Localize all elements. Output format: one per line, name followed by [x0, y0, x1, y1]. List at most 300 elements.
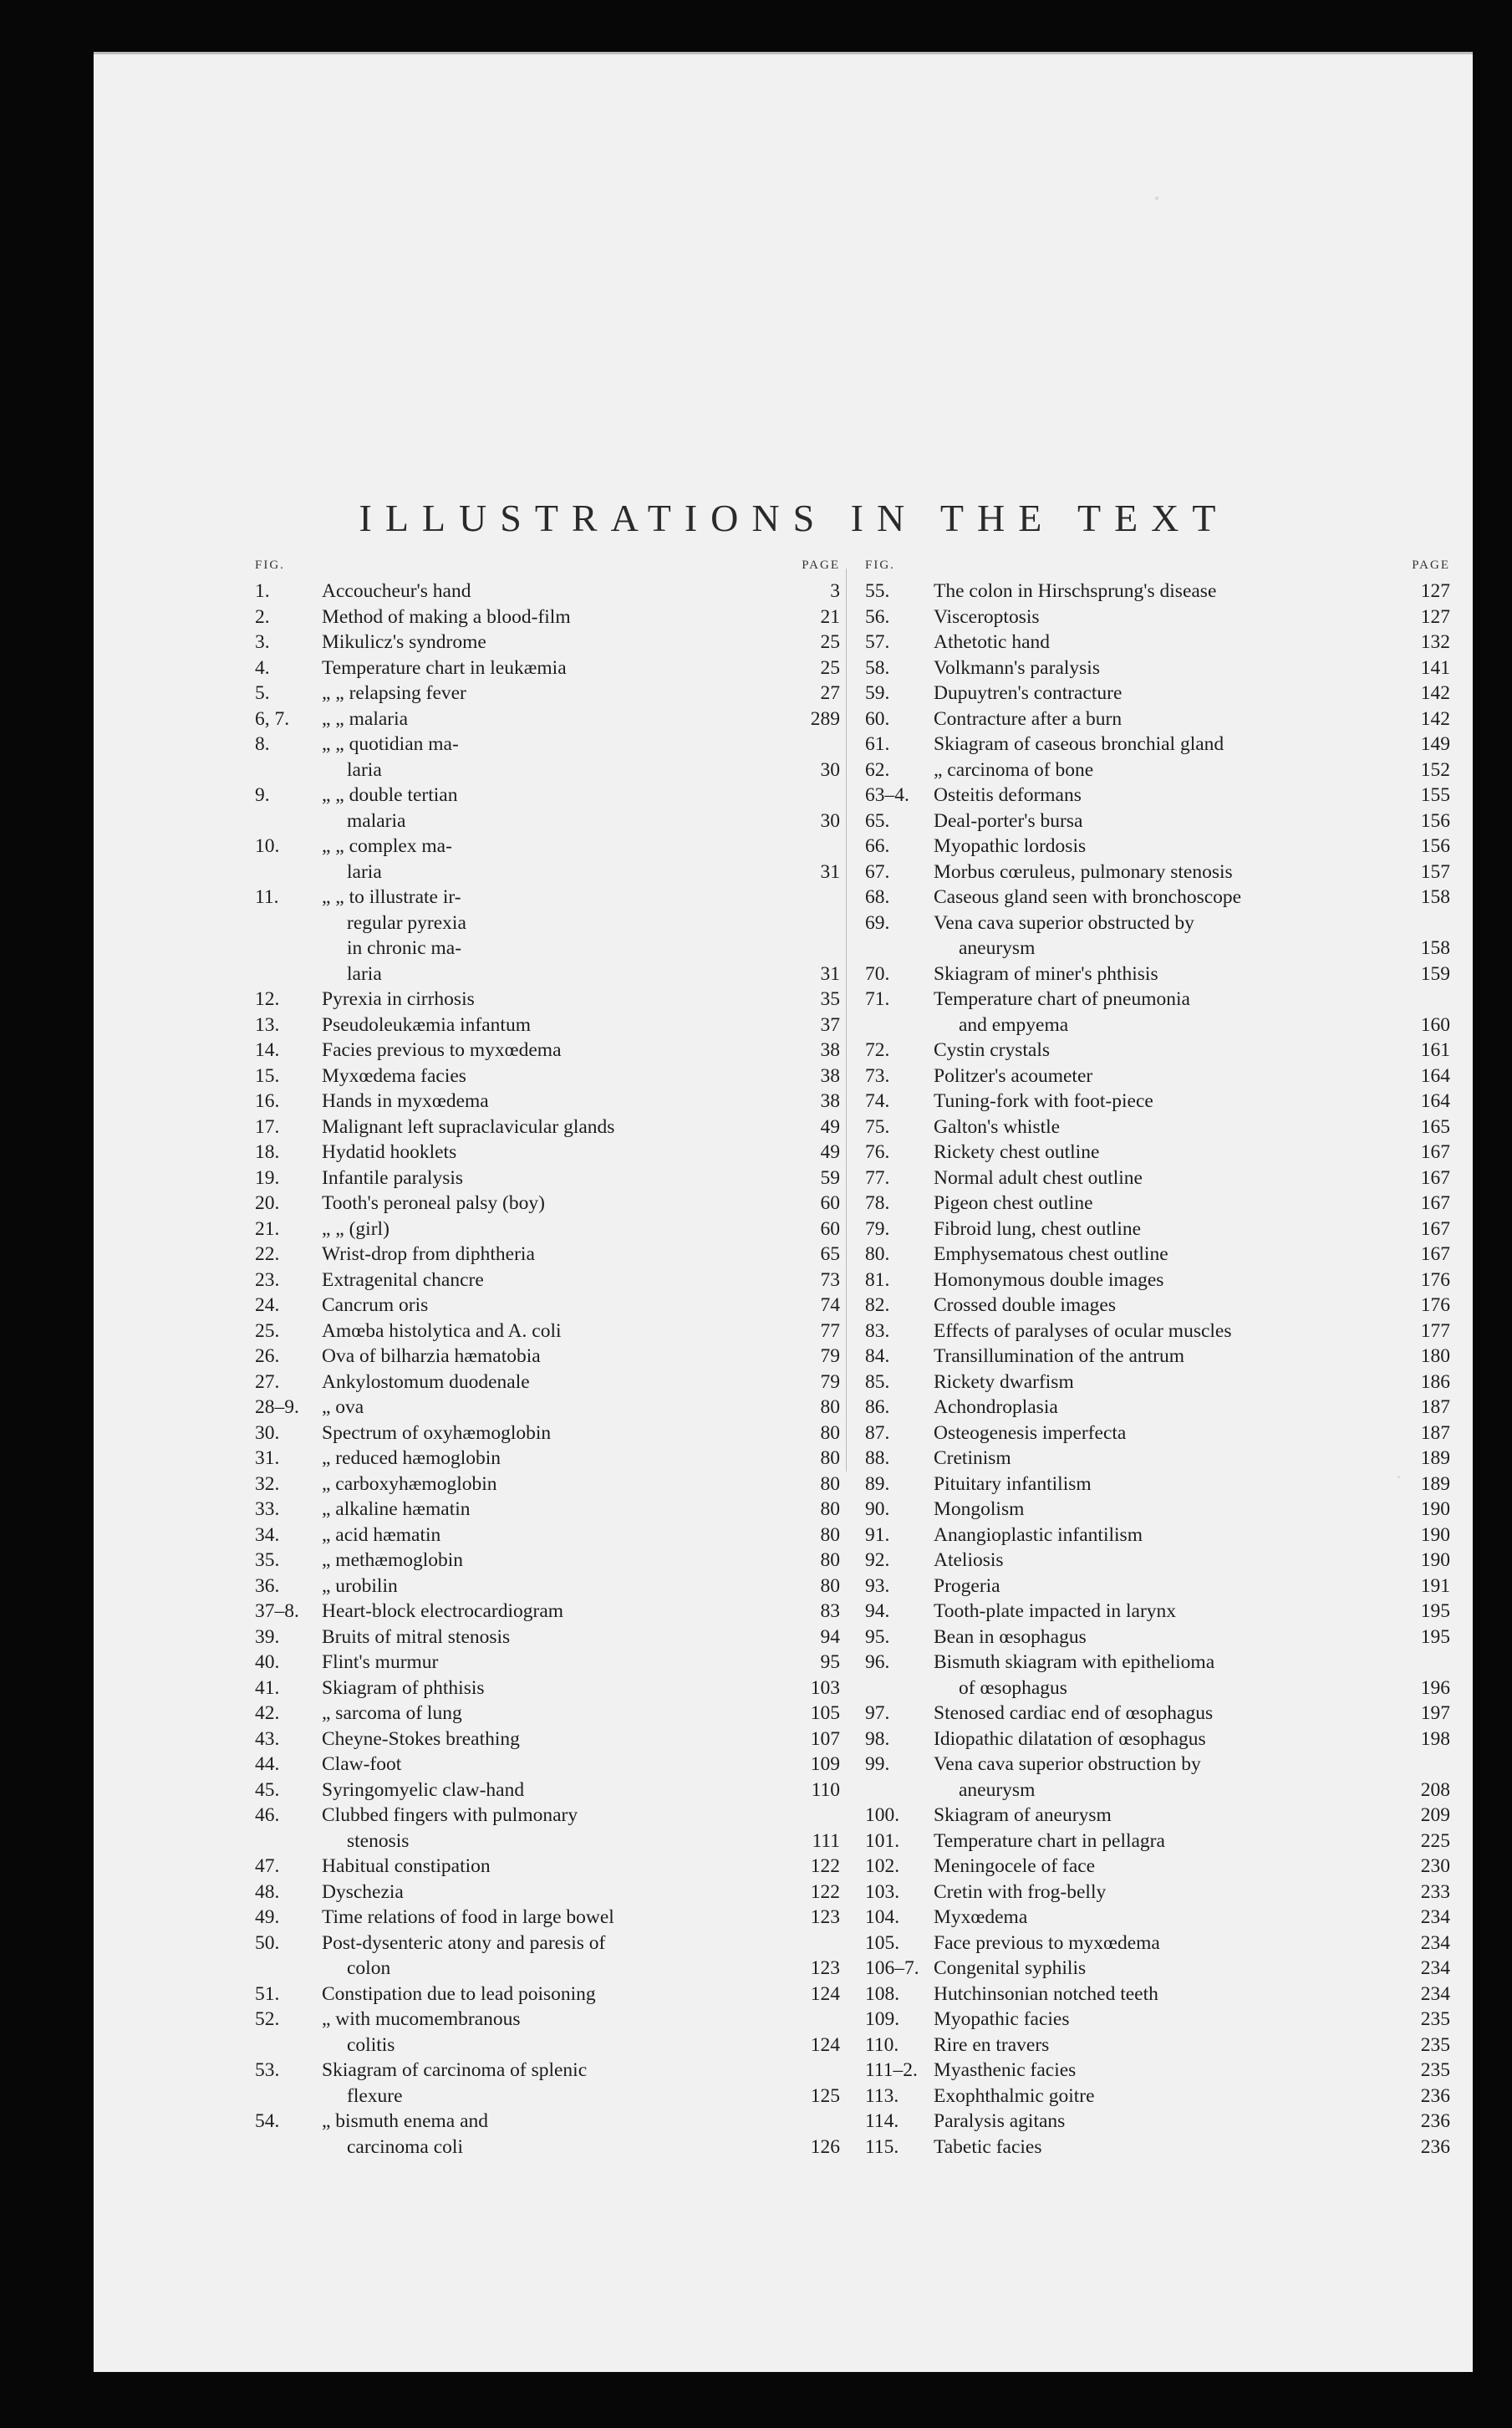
fig-number: 50.	[255, 1931, 280, 1954]
entry-title	[865, 1905, 1450, 1931]
entry-title-line: Ova of bilharzia hæmatobia	[322, 1345, 541, 1367]
entry-title-line: Dupuytren's contracture	[934, 682, 1123, 704]
index-entry	[255, 1574, 840, 1599]
index-entry	[865, 630, 1450, 655]
page-number: 161	[1420, 1039, 1450, 1061]
fig-number: 85.	[865, 1370, 890, 1393]
fig-number: 60.	[865, 707, 890, 730]
page-number: 80	[820, 1447, 840, 1469]
index-entry	[255, 1982, 840, 2007]
page-number: 149	[1420, 733, 1450, 755]
entry-title	[865, 1319, 1450, 1344]
entry-title-line: Effects of paralyses of ocular muscles	[934, 1319, 1232, 1342]
index-entry	[255, 1395, 840, 1421]
index-entry	[255, 1370, 840, 1395]
entry-title	[255, 1803, 840, 1854]
fig-number: 66.	[865, 835, 890, 857]
entry-title-line: „ „ to illustrate ir-	[322, 886, 461, 908]
fig-number: 72.	[865, 1039, 890, 1061]
fig-number: 68.	[865, 886, 890, 908]
entry-title-line: Skiagram of phthisis	[322, 1676, 485, 1699]
page-number: 167	[1420, 1141, 1450, 1163]
page-number: 60	[820, 1217, 840, 1240]
entry-title-line: Transillumination of the antrum	[934, 1345, 1185, 1367]
entry-title	[255, 1191, 840, 1217]
page-number: 83	[820, 1600, 840, 1622]
entry-title-line: Meningocele of face	[934, 1855, 1096, 1877]
page-number: 37	[820, 1013, 840, 1036]
entry-title	[865, 1242, 1450, 1268]
entry-title-line: Homonymous double images	[934, 1268, 1164, 1291]
index-entry	[255, 2007, 840, 2058]
entry-title-line: Myasthenic facies	[934, 2059, 1077, 2081]
entry-title-line: Idiopathic dilatation of œsophagus	[934, 1727, 1206, 1750]
index-entry	[255, 1064, 840, 1089]
page-number: 124	[810, 2033, 840, 2056]
entry-title	[255, 1880, 840, 1905]
page-number: 103	[810, 1676, 840, 1699]
entry-title	[255, 1497, 840, 1523]
index-entry	[865, 987, 1450, 1038]
entry-title-line: colitis	[347, 2033, 395, 2056]
entry-title-line: Dyschezia	[322, 1880, 404, 1903]
index-entry	[865, 2007, 1450, 2033]
entry-title-line: Osteitis deformans	[934, 784, 1082, 806]
page-number: 80	[820, 1549, 840, 1571]
fig-number: 23.	[255, 1268, 280, 1291]
entry-title-line: Time relations of food in large bowel	[322, 1906, 614, 1928]
page-number: 234	[1420, 1906, 1450, 1928]
entry-title-line: Paralysis agitans	[934, 2110, 1066, 2132]
fig-number: 91.	[865, 1523, 890, 1546]
index-entry	[865, 1115, 1450, 1140]
page-number: 80	[820, 1498, 840, 1520]
fig-number: 49.	[255, 1906, 280, 1928]
index-entry	[865, 1319, 1450, 1344]
fig-number: 11.	[255, 886, 279, 908]
fig-number: 98.	[865, 1727, 890, 1750]
index-entry	[255, 1931, 840, 1982]
index-entry	[255, 1242, 840, 1268]
fig-number: 102.	[865, 1855, 900, 1877]
fig-number: 114.	[865, 2110, 899, 2132]
entry-title	[255, 1778, 840, 1803]
entry-title-line: laria	[347, 860, 382, 883]
entry-title-line: Spectrum of oxyhæmoglobin	[322, 1421, 552, 1444]
index-entry	[865, 1268, 1450, 1293]
entry-title	[865, 706, 1450, 732]
index-entry	[865, 1650, 1450, 1701]
entry-title-line: Temperature chart in leukæmia	[322, 656, 567, 679]
entry-title-line: Malignant left supraclavicular glands	[322, 1115, 615, 1138]
page-number: 176	[1420, 1294, 1450, 1316]
page-number: 142	[1420, 682, 1450, 704]
fig-number: 63–4.	[865, 784, 909, 806]
entry-title	[255, 1931, 840, 1982]
page-number: 73	[820, 1268, 840, 1291]
fig-number: 3.	[255, 631, 270, 653]
fig-number: 8.	[255, 733, 270, 755]
entry-title-line: Emphysematous chest outline	[934, 1243, 1168, 1265]
page-number: 190	[1420, 1549, 1450, 1571]
index-entry	[865, 757, 1450, 783]
entry-title	[865, 1140, 1450, 1166]
entry-title-line: Pyrexia in cirrhosis	[322, 988, 475, 1010]
fig-number: 56.	[865, 605, 890, 628]
entry-title-line: Accoucheur's hand	[322, 580, 471, 602]
fig-number: 15.	[255, 1064, 280, 1087]
entry-title	[255, 1370, 840, 1395]
entry-title-line: „ reduced hæmoglobin	[322, 1447, 501, 1469]
entry-title-line: Rickety dwarfism	[934, 1370, 1074, 1393]
entry-title	[255, 1166, 840, 1191]
fig-number: 17.	[255, 1115, 280, 1138]
page-number: 234	[1420, 1957, 1450, 1979]
page-number: 38	[820, 1039, 840, 1061]
page-number: 59	[820, 1166, 840, 1189]
page-number: 60	[820, 1192, 840, 1214]
entry-title	[865, 1421, 1450, 1446]
fig-number: 27.	[255, 1370, 280, 1393]
page-number: 79	[820, 1345, 840, 1367]
entry-title-line: Skiagram of carcinoma of splenic	[322, 2059, 588, 2081]
index-entry	[865, 1242, 1450, 1268]
page-number: 124	[810, 1982, 840, 2005]
right-column-header	[865, 559, 1450, 579]
entry-title-line: Clubbed fingers with pulmonary	[322, 1804, 578, 1826]
index-entry	[255, 1599, 840, 1625]
page-number: 190	[1420, 1498, 1450, 1520]
index-entry	[865, 1344, 1450, 1370]
index-entry	[255, 1752, 840, 1778]
entry-title-line: Constipation due to lead poisoning	[322, 1982, 596, 2005]
index-entry	[865, 1727, 1450, 1752]
entry-title-line: Myopathic lordosis	[934, 835, 1087, 857]
index-entry	[865, 1064, 1450, 1089]
index-entry	[255, 1319, 840, 1344]
entry-title-line: Vena cava superior obstruction by	[934, 1753, 1201, 1775]
entry-title-line: Method of making a blood-film	[322, 605, 571, 628]
index-entry	[865, 1956, 1450, 1982]
fig-number: 76.	[865, 1141, 890, 1163]
page-number: 21	[820, 605, 840, 628]
index-entry	[865, 1446, 1450, 1472]
index-entry	[865, 604, 1450, 630]
fig-number: 95.	[865, 1625, 890, 1648]
page-number: 155	[1420, 784, 1450, 806]
fig-number: 2.	[255, 605, 270, 628]
page-header: PAGE	[1412, 559, 1450, 572]
entry-title	[255, 1727, 840, 1752]
entry-title-line: Flint's murmur	[322, 1651, 439, 1673]
entry-title-line: laria	[347, 962, 382, 985]
fig-number: 115.	[865, 2135, 899, 2158]
index-entry	[255, 885, 840, 987]
index-entry	[865, 1982, 1450, 2007]
entry-title-line: Tabetic facies	[934, 2135, 1042, 2158]
index-entry	[865, 1574, 1450, 1599]
page-number: 236	[1420, 2084, 1450, 2107]
fig-number: 45.	[255, 1778, 280, 1801]
index-entry	[865, 1905, 1450, 1931]
page-number: 208	[1420, 1778, 1450, 1801]
fig-number: 14.	[255, 1039, 280, 1061]
index-entry	[865, 1038, 1450, 1064]
fig-number: 90.	[865, 1498, 890, 1520]
entry-title-line: Pseudoleukæmia infantum	[322, 1013, 531, 1036]
page-number: 31	[820, 962, 840, 985]
index-entry	[865, 1625, 1450, 1650]
fig-number: 16.	[255, 1090, 280, 1112]
column-divider	[846, 569, 847, 1472]
page-number: 122	[810, 1880, 840, 1903]
page-number: 127	[1420, 605, 1450, 628]
entry-title	[865, 1217, 1450, 1242]
entry-title	[865, 1166, 1450, 1191]
page-heading: ILLUSTRATIONS IN THE TEXT	[359, 496, 1229, 539]
entry-title-line: Ateliosis	[934, 1549, 1004, 1571]
entry-title-line: „ „ quotidian ma-	[322, 733, 459, 755]
page-number: 236	[1420, 2135, 1450, 2158]
index-entry	[255, 1038, 840, 1064]
index-entry	[255, 1625, 840, 1650]
entry-title-line: Bismuth skiagram with epithelioma	[934, 1651, 1215, 1673]
entry-title	[255, 1523, 840, 1548]
entry-title	[865, 681, 1450, 706]
fig-number: 106–7.	[865, 1957, 919, 1979]
fig-number: 25.	[255, 1319, 280, 1342]
entry-title-line: Vena cava superior obstructed by	[934, 911, 1194, 934]
page-number: 27	[820, 682, 840, 704]
entry-title	[255, 1038, 840, 1064]
fig-number: 71.	[865, 988, 890, 1010]
page-number: 160	[1420, 1013, 1450, 1036]
index-entry	[865, 2033, 1450, 2058]
entry-title-line: Facies previous to myxœdema	[322, 1039, 562, 1061]
index-entry	[865, 1803, 1450, 1829]
entry-title	[865, 1115, 1450, 1140]
page-number: 190	[1420, 1523, 1450, 1546]
entry-title-line: „ bismuth enema and	[322, 2110, 489, 2132]
fig-number: 46.	[255, 1804, 280, 1826]
page-number: 125	[810, 2084, 840, 2107]
index-entry	[255, 2109, 840, 2160]
fig-number: 52.	[255, 2008, 280, 2030]
page-number: 158	[1420, 886, 1450, 908]
fig-number: 39.	[255, 1625, 280, 1648]
page-number: 152	[1420, 758, 1450, 781]
entry-title	[255, 1905, 840, 1931]
index-entry	[255, 1268, 840, 1293]
entry-title	[865, 1523, 1450, 1548]
entry-title-line: Ankylostomum duodenale	[322, 1370, 530, 1393]
fig-number: 89.	[865, 1472, 890, 1495]
fig-number: 100.	[865, 1804, 900, 1826]
fig-number: 99.	[865, 1753, 890, 1775]
entry-title-line: Rickety chest outline	[934, 1141, 1100, 1163]
entry-title-line: Politzer's acoumeter	[934, 1064, 1093, 1087]
entry-title-line: Skiagram of miner's phthisis	[934, 962, 1158, 985]
fig-number: 47.	[255, 1855, 280, 1877]
index-entry	[255, 1166, 840, 1191]
entry-title-line: „ carboxyhæmoglobin	[322, 1472, 497, 1495]
index-entry	[255, 1880, 840, 1905]
entry-title-line: Myxœdema facies	[322, 1064, 466, 1087]
index-entry	[255, 1523, 840, 1548]
entry-title-line: Anangioplastic infantilism	[934, 1523, 1143, 1546]
index-entry	[255, 732, 840, 783]
entry-title	[255, 1650, 840, 1676]
entry-title-line: Cheyne-Stokes breathing	[322, 1727, 520, 1750]
page-number: 289	[810, 707, 840, 730]
page-number: 65	[820, 1243, 840, 1265]
fig-number: 69.	[865, 911, 890, 934]
fig-number: 94.	[865, 1600, 890, 1622]
page-number: 191	[1420, 1574, 1450, 1597]
index-entry	[255, 1446, 840, 1472]
page-number: 80	[820, 1421, 840, 1444]
fig-number: 9.	[255, 784, 270, 806]
page-number: 164	[1420, 1090, 1450, 1112]
entry-title	[865, 1982, 1450, 2007]
entry-title	[255, 1293, 840, 1319]
entry-title	[255, 732, 840, 783]
entry-title	[255, 1064, 840, 1089]
entry-title	[255, 885, 840, 987]
entry-title	[865, 808, 1450, 834]
page-number: 110	[811, 1778, 840, 1801]
entry-title	[255, 630, 840, 655]
index-entry	[255, 1472, 840, 1497]
index-entry	[865, 1089, 1450, 1115]
entry-title-line: Extragenital chancre	[322, 1268, 484, 1291]
entry-title	[255, 1701, 840, 1727]
fig-number: 28–9.	[255, 1396, 299, 1418]
index-entry	[865, 655, 1450, 681]
fig-number: 35.	[255, 1549, 280, 1571]
entry-title	[255, 706, 840, 732]
entry-title-line: „ „ complex ma-	[322, 835, 452, 857]
index-entry	[865, 1395, 1450, 1421]
entry-title-line: „ sarcoma of lung	[322, 1702, 462, 1724]
entry-title	[255, 681, 840, 706]
fig-number: 70.	[865, 962, 890, 985]
index-entry	[865, 885, 1450, 910]
page-number: 132	[1420, 631, 1450, 653]
page-number: 49	[820, 1141, 840, 1163]
entry-title-line: Wrist-drop from diphtheria	[322, 1243, 535, 1265]
entry-title	[255, 604, 840, 630]
fig-number: 20.	[255, 1192, 280, 1214]
page-number: 38	[820, 1090, 840, 1112]
entry-title-line: Bean in œsophagus	[934, 1625, 1087, 1648]
index-entry	[255, 1421, 840, 1446]
page-number: 122	[810, 1855, 840, 1877]
entry-title	[255, 1089, 840, 1115]
entry-title-line: „ with mucomembranous	[322, 2008, 521, 2030]
entry-title-line: Infantile paralysis	[322, 1166, 464, 1189]
fig-number: 81.	[865, 1268, 890, 1291]
entry-title-line: Deal-porter's bursa	[934, 809, 1083, 832]
index-entry	[255, 655, 840, 681]
fig-number: 58.	[865, 656, 890, 679]
index-entry	[865, 2135, 1450, 2160]
fig-number: 18.	[255, 1141, 280, 1163]
page-number: 77	[820, 1319, 840, 1342]
index-entry	[865, 962, 1450, 987]
index-entry	[255, 1854, 840, 1880]
entry-title-line: Tooth-plate impacted in larynx	[934, 1600, 1177, 1622]
page-number: 186	[1420, 1370, 1450, 1393]
fig-number: 96.	[865, 1651, 890, 1673]
entry-title-line: Contracture after a burn	[934, 707, 1123, 730]
entry-title	[255, 1854, 840, 1880]
entry-title	[865, 1701, 1450, 1727]
entry-title	[865, 1370, 1450, 1395]
index-entry	[255, 987, 840, 1013]
entry-title	[255, 655, 840, 681]
entry-title	[865, 2135, 1450, 2160]
index-entry	[255, 1115, 840, 1140]
page-number: 123	[810, 1957, 840, 1979]
page-number: 95	[820, 1651, 840, 1673]
index-entry	[865, 910, 1450, 962]
fig-number: 67.	[865, 860, 890, 883]
fig-number: 104.	[865, 1906, 900, 1928]
page-number: 79	[820, 1370, 840, 1393]
fig-number: 65.	[865, 809, 890, 832]
fig-number: 113.	[865, 2084, 899, 2107]
entry-title-line: carcinoma coli	[347, 2135, 463, 2158]
entry-title	[865, 1472, 1450, 1497]
entry-title-line: Amœba histolytica and A. coli	[322, 1319, 562, 1342]
fig-number: 59.	[865, 682, 890, 704]
index-entry	[865, 1293, 1450, 1319]
entry-title	[255, 1472, 840, 1497]
index-entry	[255, 1701, 840, 1727]
entry-title-line: laria	[347, 758, 382, 781]
entry-title-line: „ „ (girl)	[322, 1217, 389, 1240]
entry-title-line: Congenital syphilis	[934, 1957, 1087, 1979]
page-number: 233	[1420, 1880, 1450, 1903]
entry-title	[865, 1803, 1450, 1829]
index-entry	[865, 1191, 1450, 1217]
entry-title-line: Bruits of mitral stenosis	[322, 1625, 511, 1648]
index-entry	[865, 1370, 1450, 1395]
page-number: 167	[1420, 1217, 1450, 1240]
fig-number: 111–2.	[865, 2059, 918, 2081]
fig-number: 77.	[865, 1166, 890, 1189]
fig-number: 105.	[865, 1931, 900, 1954]
fig-number: 43.	[255, 1727, 280, 1750]
entry-title-line: Pituitary infantilism	[934, 1472, 1092, 1495]
left-entry-list	[255, 579, 840, 2160]
fig-number: 44.	[255, 1753, 280, 1775]
page-number: 49	[820, 1115, 840, 1138]
index-entry	[865, 783, 1450, 808]
index-entry	[865, 1854, 1450, 1880]
index-entry	[865, 706, 1450, 732]
entry-title-line: Osteogenesis imperfecta	[934, 1421, 1127, 1444]
entry-title	[255, 1548, 840, 1574]
entry-title-line: Hydatid hooklets	[322, 1141, 457, 1163]
entry-title	[255, 2007, 840, 2058]
page-number: 167	[1420, 1192, 1450, 1214]
page-number: 189	[1420, 1472, 1450, 1495]
index-entry	[865, 1548, 1450, 1574]
fig-number: 12.	[255, 988, 280, 1010]
entry-title	[865, 655, 1450, 681]
